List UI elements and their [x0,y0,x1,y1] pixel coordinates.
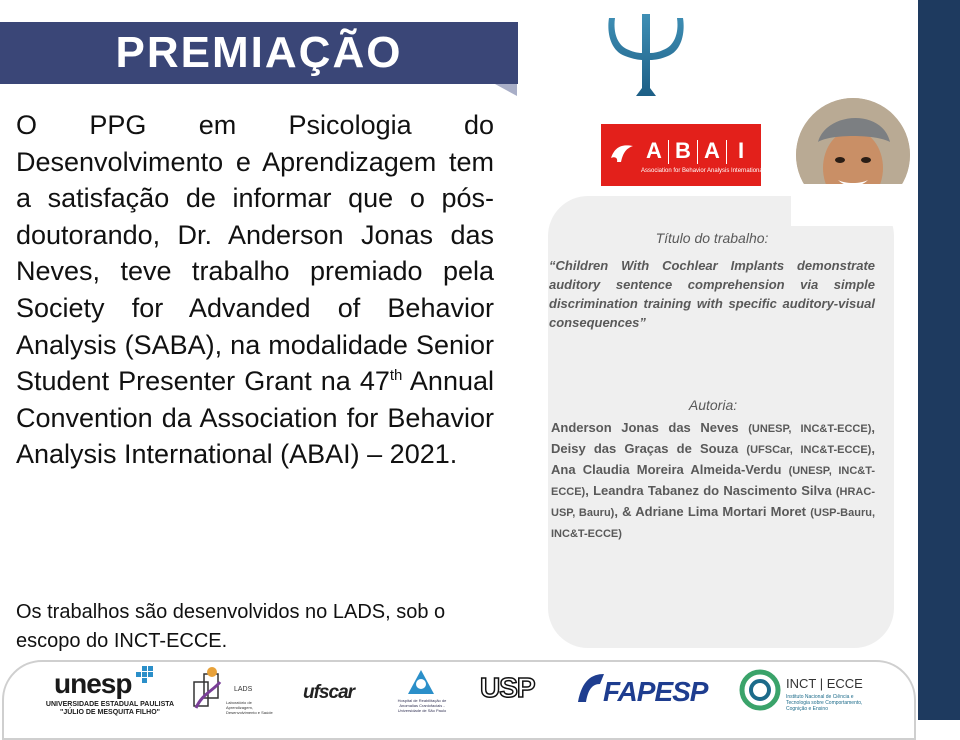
psi-logo-icon [603,10,689,100]
author-separator: , & [614,504,636,519]
author-affiliation: (UNESP, INC&T-ECCE) [551,465,876,498]
fapesp-logo: FAPESP [603,676,708,707]
inct-ecce-subtitle: Instituto Nacional de Ciência e Tecnologia sobre Comportamento, Cognição e Ensino [786,694,863,712]
authorship-label: Autoria: [688,397,738,413]
hrac-mark-icon [404,668,438,698]
page-title: PREMIAÇÃO [115,28,403,77]
inct-ecce-mark-icon [738,668,782,712]
announcement-post: Annual Convention da Association for Behavior Analysis International (ABAI) – 2021. [16,366,494,470]
work-title-label: Título do trabalho: [655,230,769,246]
author-name: Anderson Jonas das Neves [551,420,739,435]
unesp-subtitle: UNIVERSIDADE ESTADUAL PAULISTA "JÚLIO DE MESQUITA FILHO" [45,701,175,716]
author-separator: , [585,483,594,498]
unesp-logo: unesp [54,668,132,699]
author-name: Leandra Tabanez do Nascimento Silva [593,483,832,498]
fapesp-mark-icon [574,670,606,706]
inct-ecce-logo: INCT | ECCE [786,676,863,691]
abai-logo [601,124,765,186]
announcement-pre: O PPG em Psicologia do Desenvolvimento e Aprendizagem tem a satisfação de informar que o pós-doutorando, Dr. Anderson Jonas das Neves, teve trabalho premiado pela Society for Advanded of Behavior Analysis (SABA), na modalidade Senior Student Presenter Grant na 47 [16,110,494,397]
abai-divider [668,140,669,164]
ordinal-suffix: th [389,367,403,385]
author-separator: , [871,420,875,435]
author-affiliation: (UNESP, INC&T-ECCE) [748,423,872,435]
abai-divider [726,140,727,164]
abai-letter: A [646,138,662,163]
author-name: Adriane Lima Mortari Moret [635,504,807,519]
card-notch [791,184,906,226]
lads-subtitle: Laboratório de Aprendizagem, Desenvolvimento e Saúde [226,700,273,715]
author-separator: , [871,441,875,456]
ufscar-logo: ufscar [303,682,355,703]
abai-letter: B [675,138,691,163]
abai-divider [697,140,698,164]
banner-fold-decoration [495,84,517,96]
hrac-subtitle: Hospital de Reabilitação de Anomalias Craniofaciais - Universidade de São Paulo [397,698,447,713]
abai-letter: I [737,138,745,163]
abai-mark-icon [609,142,635,166]
author-affiliation: (USP-Bauru, INC&T-ECCE) [551,507,875,540]
author-affiliation: (HRAC-USP, Bauru) [551,486,875,519]
unesp-mark-icon [134,664,158,688]
author-name: Ana Claudia Moreira Almeida-Verdu [551,462,782,477]
usp-logo: USP [480,672,535,703]
abai-subtitle: Association for Behavior Analysis International [641,168,765,174]
author-name: Deisy das Graças de Souza [551,441,739,456]
work-title: “Children With Cochlear Implants demonstrate auditory sentence comprehension via simple discrimination training with specific auditory-visual consequences” [549,258,875,330]
authors-list [551,418,875,544]
author-affiliation: (UFSCar, INC&T-ECCE) [746,444,872,456]
lads-logo: LADS [234,686,253,693]
right-accent-bar [918,0,960,720]
abai-letter: A [704,138,720,163]
page-title-banner [0,22,518,84]
announcement-text [16,107,494,473]
lab-footnote: Os trabalhos são desenvolvidos no LADS, sob o escopo do INCT-ECCE. [16,601,446,652]
